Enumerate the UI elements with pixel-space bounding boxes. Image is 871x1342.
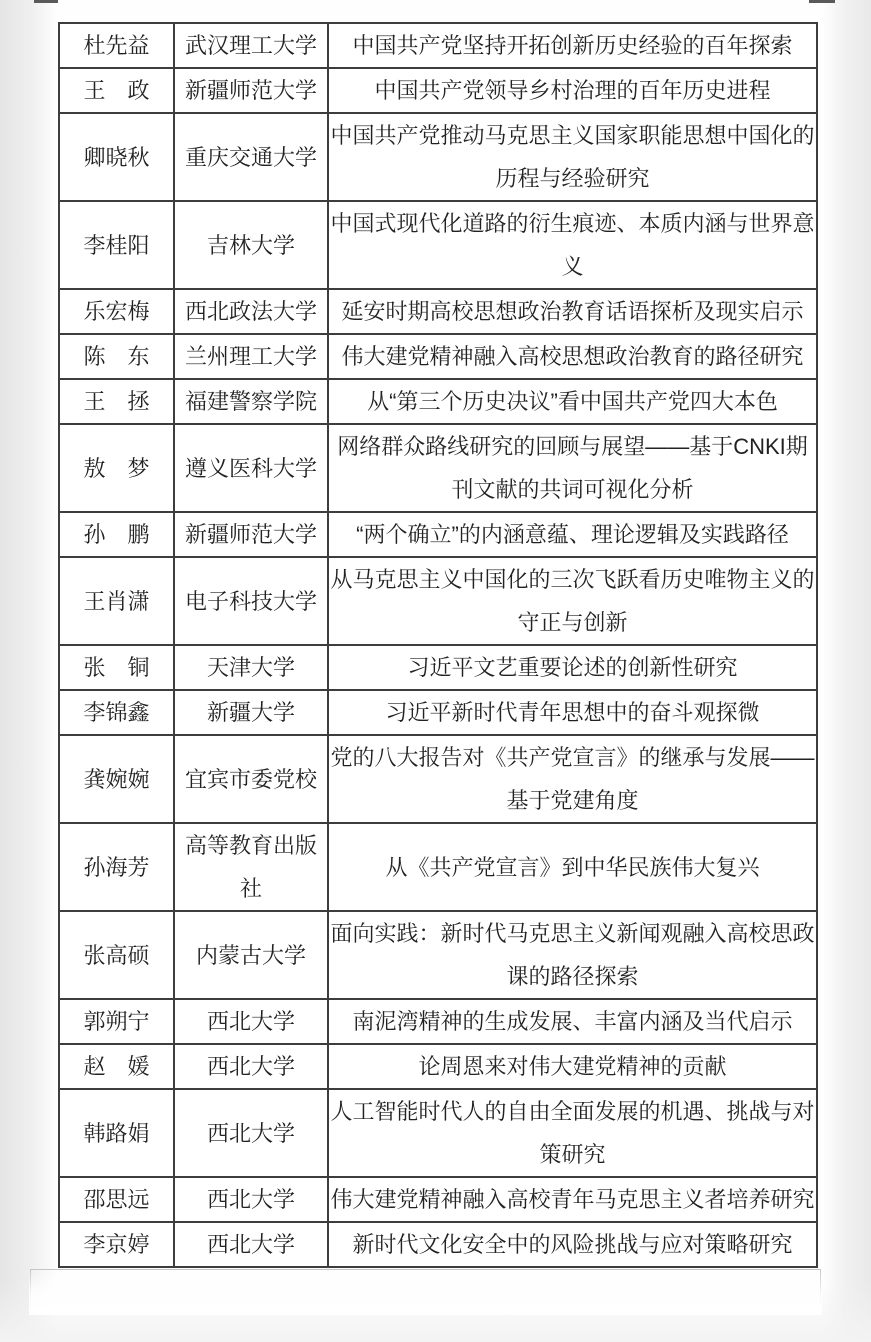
paper-title-cell: 面向实践：新时代马克思主义新闻观融入高校思政课的路径探索 [328, 911, 817, 999]
author-name-cell: 王肖潇 [59, 557, 174, 645]
institution-cell: 遵义医科大学 [174, 424, 328, 512]
institution-cell: 电子科技大学 [174, 557, 328, 645]
paper-title-cell: 伟大建党精神融入高校思想政治教育的路径研究 [328, 334, 817, 379]
author-name-cell: 乐宏梅 [59, 289, 174, 334]
institution-cell: 福建警察学院 [174, 379, 328, 424]
table-row [59, 735, 817, 823]
institution-cell: 宜宾市委党校 [174, 735, 328, 823]
author-name-cell: 王 拯 [59, 379, 174, 424]
table-row [59, 645, 817, 690]
table-row [59, 379, 817, 424]
table-row [59, 999, 817, 1044]
author-name-cell: 韩路娟 [59, 1089, 174, 1177]
author-name-cell: 邵思远 [59, 1177, 174, 1222]
table-row [59, 23, 817, 68]
author-name-cell: 陈 东 [59, 334, 174, 379]
paper-title-cell: 中国共产党坚持开拓创新历史经验的百年探索 [328, 23, 817, 68]
table-row [59, 690, 817, 735]
papers-table-body [59, 23, 817, 1267]
page-edge-shading-left [0, 0, 57, 1342]
institution-cell: 重庆交通大学 [174, 113, 328, 201]
paper-title-cell: 网络群众路线研究的回顾与展望——基于CNKI期刊文献的共词可视化分析 [328, 424, 817, 512]
table-row [59, 113, 817, 201]
table-row [59, 557, 817, 645]
institution-cell: 内蒙古大学 [174, 911, 328, 999]
institution-cell: 吉林大学 [174, 201, 328, 289]
paper-title-cell: 论周恩来对伟大建党精神的贡献 [328, 1044, 817, 1089]
page-edge-shading-right [823, 0, 871, 1342]
table-row [59, 1044, 817, 1089]
paper-title-cell: 习近平文艺重要论述的创新性研究 [328, 645, 817, 690]
table-row [59, 424, 817, 512]
paper-title-cell: 中国共产党推动马克思主义国家职能思想中国化的历程与经验研究 [328, 113, 817, 201]
table-row [59, 1089, 817, 1177]
institution-cell: 西北大学 [174, 1222, 328, 1267]
institution-cell: 高等教育出版社 [174, 823, 328, 911]
author-name-cell: 敖 梦 [59, 424, 174, 512]
table-row [59, 823, 817, 911]
paper-title-cell: 伟大建党精神融入高校青年马克思主义者培养研究 [328, 1177, 817, 1222]
previous-table-border-fragment-right [809, 0, 835, 3]
author-name-cell: 龚婉婉 [59, 735, 174, 823]
paper-title-cell: 党的八大报告对《共产党宣言》的继承与发展——基于党建角度 [328, 735, 817, 823]
paper-title-cell: 从《共产党宣言》到中华民族伟大复兴 [328, 823, 817, 911]
author-name-cell: 李京婷 [59, 1222, 174, 1267]
table-row [59, 512, 817, 557]
author-name-cell: 王 政 [59, 68, 174, 113]
paper-title-cell: 从“第三个历史决议”看中国共产党四大本色 [328, 379, 817, 424]
table-row [59, 201, 817, 289]
table-row [59, 1177, 817, 1222]
author-name-cell: 郭朔宁 [59, 999, 174, 1044]
table-row [59, 68, 817, 113]
author-name-cell: 卿晓秋 [59, 113, 174, 201]
paper-title-cell: 人工智能时代人的自由全面发展的机遇、挑战与对策研究 [328, 1089, 817, 1177]
paper-title-cell: 新时代文化安全中的风险挑战与应对策略研究 [328, 1222, 817, 1267]
table-row [59, 1222, 817, 1267]
institution-cell: 新疆师范大学 [174, 512, 328, 557]
author-name-cell: 杜先益 [59, 23, 174, 68]
institution-cell: 新疆师范大学 [174, 68, 328, 113]
table-row [59, 334, 817, 379]
paper-title-cell: 中国式现代化道路的衍生痕迹、本质内涵与世界意义 [328, 201, 817, 289]
table-row [59, 289, 817, 334]
previous-table-border-fragment-left [34, 0, 58, 3]
paper-title-cell: 南泥湾精神的生成发展、丰富内涵及当代启示 [328, 999, 817, 1044]
author-name-cell: 孙 鹏 [59, 512, 174, 557]
institution-cell: 天津大学 [174, 645, 328, 690]
institution-cell: 西北大学 [174, 999, 328, 1044]
institution-cell: 新疆大学 [174, 690, 328, 735]
institution-cell: 西北政法大学 [174, 289, 328, 334]
author-name-cell: 赵 媛 [59, 1044, 174, 1089]
institution-cell: 西北大学 [174, 1089, 328, 1177]
paper-title-cell: “两个确立”的内涵意蕴、理论逻辑及实践路径 [328, 512, 817, 557]
paper-title-cell: 中国共产党领导乡村治理的百年历史进程 [328, 68, 817, 113]
institution-cell: 西北大学 [174, 1177, 328, 1222]
next-table-ghost-outline [30, 1269, 821, 1315]
paper-title-cell: 从马克思主义中国化的三次飞跃看历史唯物主义的守正与创新 [328, 557, 817, 645]
author-name-cell: 孙海芳 [59, 823, 174, 911]
institution-cell: 武汉理工大学 [174, 23, 328, 68]
paper-title-cell: 延安时期高校思想政治教育话语探析及现实启示 [328, 289, 817, 334]
author-name-cell: 张 铜 [59, 645, 174, 690]
paper-title-cell: 习近平新时代青年思想中的奋斗观探微 [328, 690, 817, 735]
author-name-cell: 李锦鑫 [59, 690, 174, 735]
institution-cell: 西北大学 [174, 1044, 328, 1089]
author-name-cell: 李桂阳 [59, 201, 174, 289]
institution-cell: 兰州理工大学 [174, 334, 328, 379]
table-row [59, 911, 817, 999]
author-name-cell: 张高硕 [59, 911, 174, 999]
papers-table [58, 22, 818, 1268]
